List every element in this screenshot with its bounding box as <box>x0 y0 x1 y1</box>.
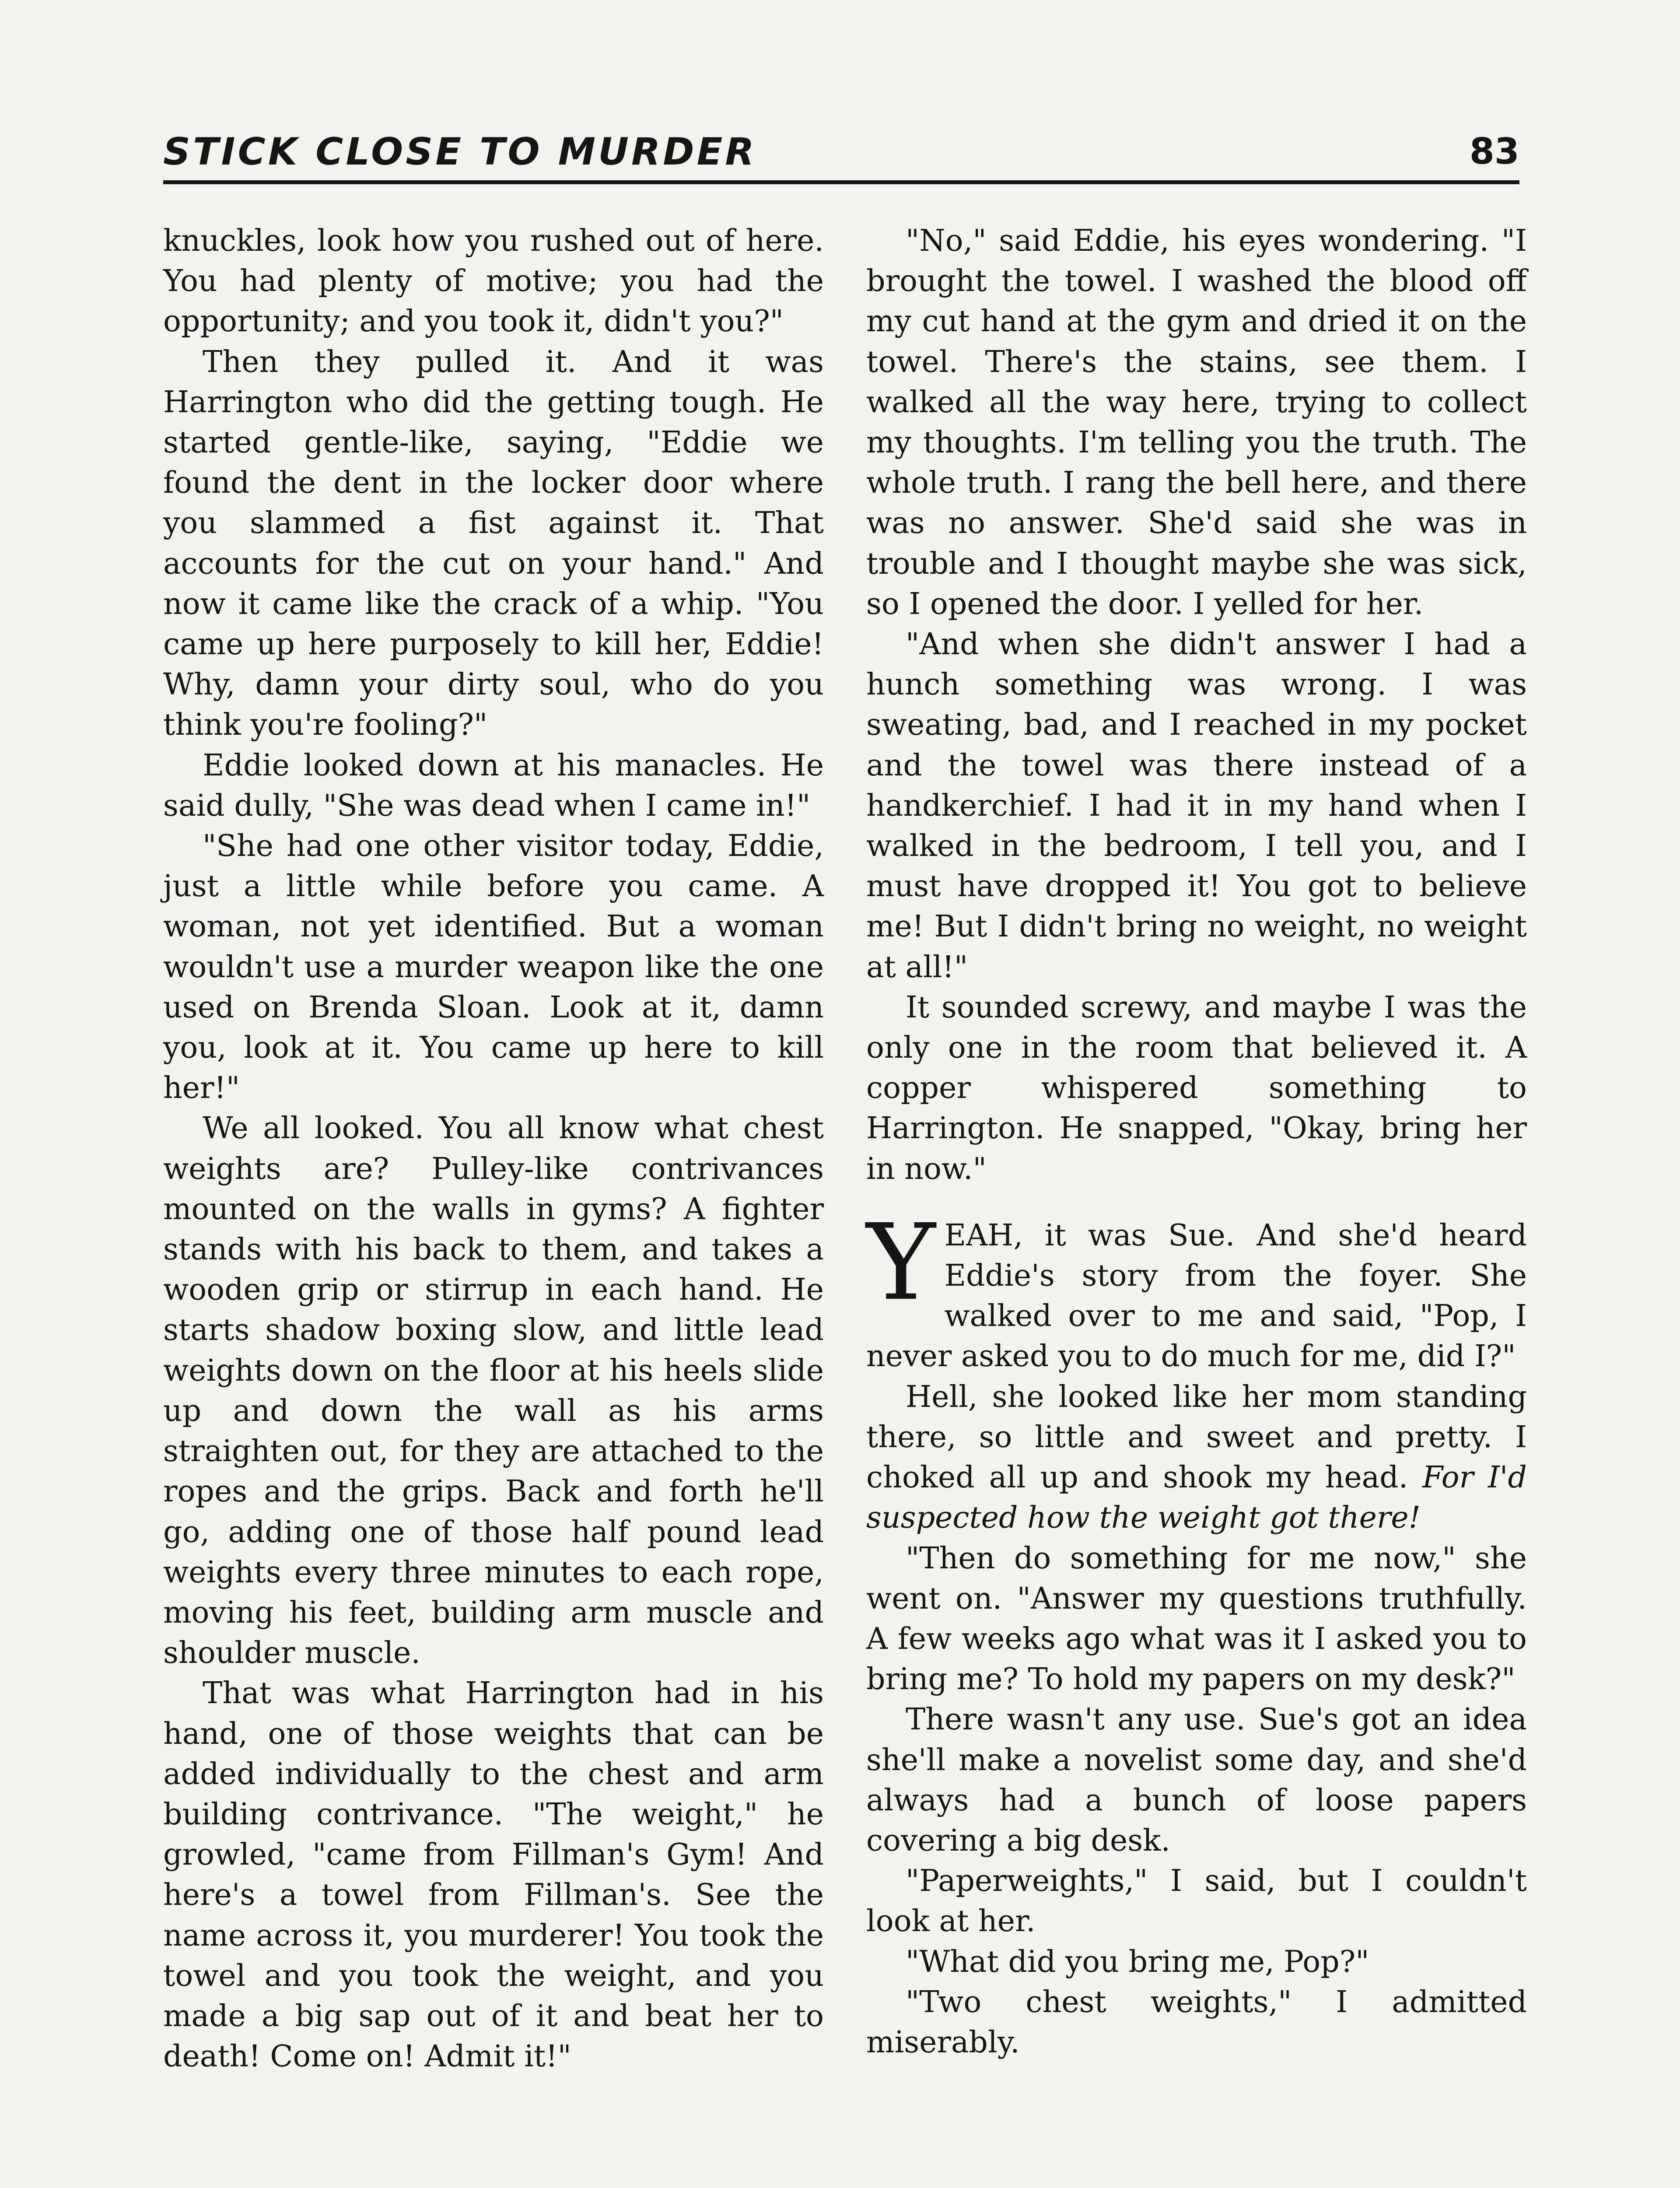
section-opening-text: EAH, it was Sue. And she'd heard Eddie's story from the foyer. She walked over to me and said, "Pop, I never asked you to do much for me, did I?" <box>866 1218 1527 1374</box>
left-column <box>163 221 824 2077</box>
header-rule <box>163 180 1519 184</box>
paragraph-text: Hell, she looked like her mom standing there, so little and sweet and pretty. I choked all up and shook my head. <box>866 1379 1527 1495</box>
paragraph: "And when she didn't answer I had a hunch something was wrong. I was sweating, bad, and I reached in my pocket and the towel was there instead of a handkerchief. I had it in my hand when I walked in the bedroom, I tell you, and I must have dropped it! You got to believe me! But I didn't bring no weight, no weight at all!" <box>866 627 1527 985</box>
running-head <box>163 128 1519 185</box>
paragraph: knuckles, look how you rushed out of here. You had plenty of motive; you had the opportunity; and you took it, didn't you?" <box>163 224 824 339</box>
paragraph: We all looked. You all know what chest weights are? Pulley-like contrivances mounted on the walls in gyms? A fighter stands with his back to them, and takes a wooden grip or stirrup in each hand. He starts shadow boxing slow, and little lead weights down on the floor at his heels slide up and down the wall as his arms straighten out, for they are attached to the ropes and the grips. Back and forth he'll go, adding one of those half pound lead weights every three minutes to each rope, moving his feet, building arm muscle and shoulder muscle. <box>163 1111 824 1671</box>
paragraph: "No," said Eddie, his eyes wondering. "I brought the towel. I washed the blood off my cut hand at the gym and dried it on the towel. There's the stains, see them. I walked all the way here, trying to collect my thoughts. I'm telling you the truth. The whole truth. I rang the bell here, and there was no answer. She'd said she was in trouble and I thought maybe she was sick, so I opened the door. I yelled for her. <box>866 224 1527 621</box>
paragraph: "Then do something for me now," she went on. "Answer my questions truthfully. A few weeks ago what was it I asked you to bring me? To hold my papers on my desk?" <box>866 1541 1527 1697</box>
paragraph: Eddie looked down at his manacles. He said dully, "She was dead when I came in!" <box>163 748 824 823</box>
section-opening-paragraph <box>866 1201 1527 1377</box>
paragraph <box>866 1377 1527 1539</box>
paragraph: "What did you bring me, Pop?" <box>906 1944 1369 1979</box>
paragraph: Then they pulled it. And it was Harrington who did the getting tough. He started gentle-like, saying, "Eddie we found the dent in the locker door where you slammed a fist against it. That accounts for the cut on your hand." And now it came like the crack of a whip. "You came up here purposely to kill her, Eddie! Why, damn your dirty soul, who do you think you're fooling?" <box>163 344 824 743</box>
italic-emphasis: For I'd suspected how the weight got there! <box>866 1460 1527 1536</box>
right-column <box>866 221 1527 2063</box>
drop-cap: Y <box>866 1201 936 1324</box>
paragraph: There wasn't any use. Sue's got an idea she'll make a novelist some day, and she'd always had a bunch of loose papers covering a big desk. <box>866 1702 1527 1858</box>
running-head-title: STICK CLOSE TO MURDER <box>163 130 757 174</box>
paragraph: "Two chest weights," I admitted miserably. <box>866 1985 1527 2060</box>
paragraph: That was what Harrington had in his hand, one of those weights that can be added individually to the chest and arm building contrivance. "The weight," he growled, "came from Fillman's Gym! And here's a towel from Fillman's. See the name across it, you murderer! You took the towel and you took the weight, and you made a big sap out of it and beat her to death! Come on! Admit it!" <box>163 1676 824 2074</box>
paragraph: It sounded screwy, and maybe I was the only one in the room that believed it. A copper whispered something to Harrington. He snapped, "Okay, bring her in now." <box>866 990 1527 1186</box>
paragraph: "She had one other visitor today, Eddie, just a little while before you came. A woman, not yet identified. But a woman wouldn't use a murder weapon like the one used on Brenda Sloan. Look at it, damn you, look at it. You came up here to kill her!" <box>163 829 824 1106</box>
paragraph: "Paperweights," I said, but I couldn't look at her. <box>866 1864 1527 1939</box>
page-number: 83 <box>1469 131 1519 172</box>
